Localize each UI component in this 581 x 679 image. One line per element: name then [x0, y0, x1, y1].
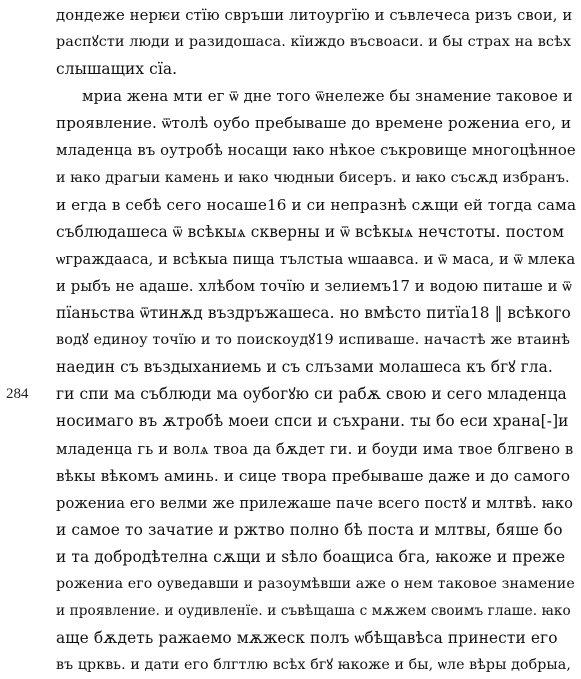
text-line: аще бѫдеть ражаемо мѫжеск полъ ѡбѣщавѣса принести его [56, 629, 558, 648]
text-line: и ꙗко драгыи камень и ꙗко чюдныи бисеръ. и ꙗко съсѫд избранъ. [56, 169, 570, 186]
text-line: распꙋсти люди и разидошаса. кїиждо въсвоаси. и бы страх на всѣх [56, 34, 572, 51]
text-line: носимаго въ ѫтробѣ моеи спси и съхрани. ты бо еси храна[-]и [56, 412, 569, 431]
text-line: дондеже нерѥи стїю свръши литоургїю и съвлечеса ризъ свои, и [56, 7, 573, 24]
text-line: съблюдашеса ѿ всѣкыѧ скверны и ѿ всѣкыѧ нечстоты. постом [56, 222, 565, 241]
text-line: рожениа его велми же прилежаше паче всего постꙋ и млтвѣ. ꙗко [56, 494, 573, 512]
text-line: въ црквь. и дати его блгтлю всѣх бгꙋ ꙗкоже и бы, ѡле вѣры добрыа, [56, 657, 571, 674]
text-line: мриа жена мти ег ѿ дне того ѿнележе бы знамение таковое и [82, 88, 573, 106]
text-line: вѣкы вѣкомъ аминь. и сице твора пребываше даже и до самого [56, 466, 571, 485]
text-line: и рыбъ не адаше. хлѣбом точїю и зелиемъ17 и водою питаше и ѿ [56, 277, 572, 295]
text-line: и самое то зачатие и ржтво полно бѣ поста и млтвы, бяше бо [56, 520, 563, 539]
text-line: водꙋ единоу точїю и то поискоудꙋ19 испиваше. начастѣ же втаинѣ [56, 332, 571, 349]
text-line: и проявление. и оудивленїе. и съвѣщаша с мѫжем своимъ глаше. ꙗко [56, 603, 571, 620]
text-line: слышащих сїа. [56, 60, 178, 79]
text-line: проявление. ѿтолѣ оубо пребываше до времене рожениа его, и [56, 114, 572, 133]
margin-page-number: 284 [6, 386, 29, 402]
text-line: младенца въ оутробѣ носащи ꙗко нѣкое съкровище многоцѣнное [56, 142, 576, 160]
text-body [56, 2, 576, 679]
text-line: младенца гь и волѧ твоа да бѫдет ги. и боуди има твое блгвено в [56, 440, 574, 458]
text-line: рожениа его оуведавши и разоумѣвши аже о нем таковое знамение [56, 575, 575, 592]
text-line: ѡграждааса, и всѣкыа пища тълстыа ѡшаавса. и ѿ маса, и ѿ млека [56, 250, 576, 268]
text-line: и та добродѣтелна сѫщи и ѕѣло боащиса бга, ꙗкоже и преже [56, 547, 566, 566]
text-line: пїаньства ѿтинѫд въздръжашеса. но вмѣсто питїа18 ‖ всѣкого [56, 304, 571, 323]
text-line: и егда в себѣ сего носаше16 и си непразнѣ сѫщи ей тогда сама [56, 195, 576, 214]
text-line: наедин съ въздыханиемь и съ слъзами молашеса къ бгꙋ гла. [56, 358, 553, 377]
text-line: ги спи ма съблюди ма оубогꙋю си рабѫ свою и сего младенца [56, 385, 567, 404]
